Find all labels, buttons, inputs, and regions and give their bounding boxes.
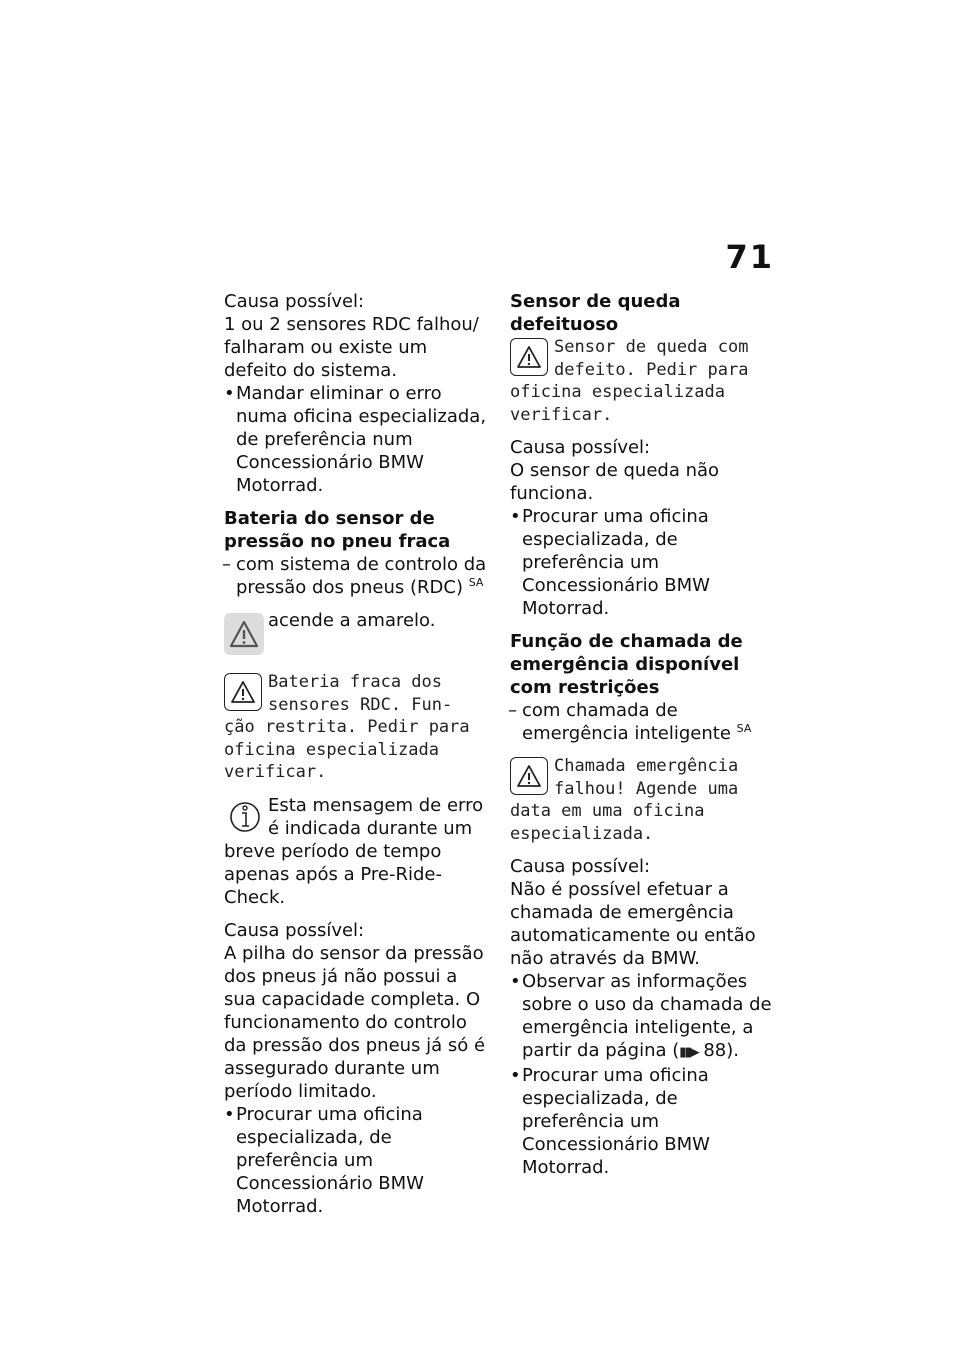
- warning-triangle-icon: [224, 613, 264, 655]
- right-column: [510, 290, 780, 1179]
- display-line: sensores RDC. Fun-: [268, 694, 453, 715]
- cause-label: Causa possível:: [224, 919, 365, 941]
- cause-text: A pilha do sensor da pressão dos pneus já não possui a sua capacidade completa. O funcionamento do controlo da pressão dos pneus já só é assegurado durante um período limitado.: [224, 942, 486, 1102]
- page-reference-arrow-icon: ▮▮▶: [679, 1045, 698, 1060]
- info-note: [224, 794, 494, 909]
- page-number: 71: [725, 238, 774, 276]
- info-line: Esta mensagem de erro: [268, 794, 484, 816]
- display-line: Chamada emergência: [554, 756, 739, 776]
- cause-text: O sensor de queda não funciona.: [510, 460, 720, 504]
- cause-text: 1 ou 2 sensores RDC falhou/ falharam ou existe um defeito do sistema.: [224, 314, 479, 381]
- lights-text: acende a amarelo.: [268, 610, 436, 631]
- section-heading-emergency-call: Função de chamada de emergência disponível com restrições: [510, 631, 743, 698]
- left-column: [224, 290, 494, 1218]
- bullet-item: • Mandar eliminar o erro numa oficina especializada, de preferência num Concessionário BMW Motorrad.: [224, 382, 494, 497]
- display-line: Sensor de queda com: [554, 337, 749, 357]
- info-text: breve período de tempo apenas após a Pre-Ride-Check.: [224, 840, 443, 908]
- warning-light-row: [224, 609, 494, 661]
- cause-label: Causa possível:: [224, 291, 365, 312]
- bullet-item: • Procurar uma oficina especializada, de preferência um Concessionário BMW Motorrad.: [224, 1103, 494, 1218]
- sa-marker: SA: [736, 722, 752, 735]
- dash-item: [510, 699, 780, 745]
- bullet-text: Observar as informações sobre o uso da chamada de emergência inteligente, a partir da página: [522, 971, 772, 1061]
- display-text: oficina especializada verificar.: [510, 382, 725, 425]
- info-icon: [226, 796, 264, 836]
- bullet-item: • Observar as informações sobre o uso da chamada de emergência inteligente, a partir da página (▮▮▶ 88).: [510, 970, 780, 1064]
- bullet-item: • Procurar uma oficina especializada, de preferência um Concessionário BMW Motorrad.: [510, 1064, 780, 1179]
- page-reference-link[interactable]: 88).: [703, 1040, 739, 1061]
- warning-triangle-icon: [510, 757, 548, 795]
- display-text: data em uma oficina especializada.: [510, 801, 705, 844]
- warning-triangle-icon: [224, 673, 262, 711]
- display-message: [510, 336, 780, 426]
- dash-item: [224, 553, 494, 599]
- cause-text: Não é possível efetuar a chamada de emergência automaticamente ou então não através da BMW.: [510, 879, 756, 969]
- display-line: defeito. Pedir para: [554, 359, 749, 380]
- info-line: é indicada durante um: [268, 817, 473, 839]
- cause-label: Causa possível:: [510, 856, 651, 877]
- dash-text: com chamada de emergência inteligente: [522, 700, 731, 744]
- display-message: [510, 755, 780, 845]
- sa-marker: SA: [468, 576, 484, 589]
- warning-triangle-icon: [510, 338, 548, 376]
- cause-label: Causa possível:: [510, 437, 651, 458]
- section-heading-battery: Bateria do sensor de pressão no pneu fraca: [224, 508, 451, 552]
- bullet-item: • Procurar uma oficina especializada, de preferência um Concessionário BMW Motorrad.: [510, 505, 780, 620]
- dash-text: com sistema de controlo da pressão dos pneus (RDC): [236, 554, 487, 598]
- display-line: Bateria fraca dos: [268, 672, 442, 692]
- display-message: [224, 671, 494, 784]
- display-text: ção restrita. Pedir para oficina especializada verificar.: [224, 717, 470, 782]
- display-line: falhou! Agende uma: [554, 778, 739, 799]
- section-heading-fall-sensor: Sensor de queda defeituoso: [510, 291, 681, 335]
